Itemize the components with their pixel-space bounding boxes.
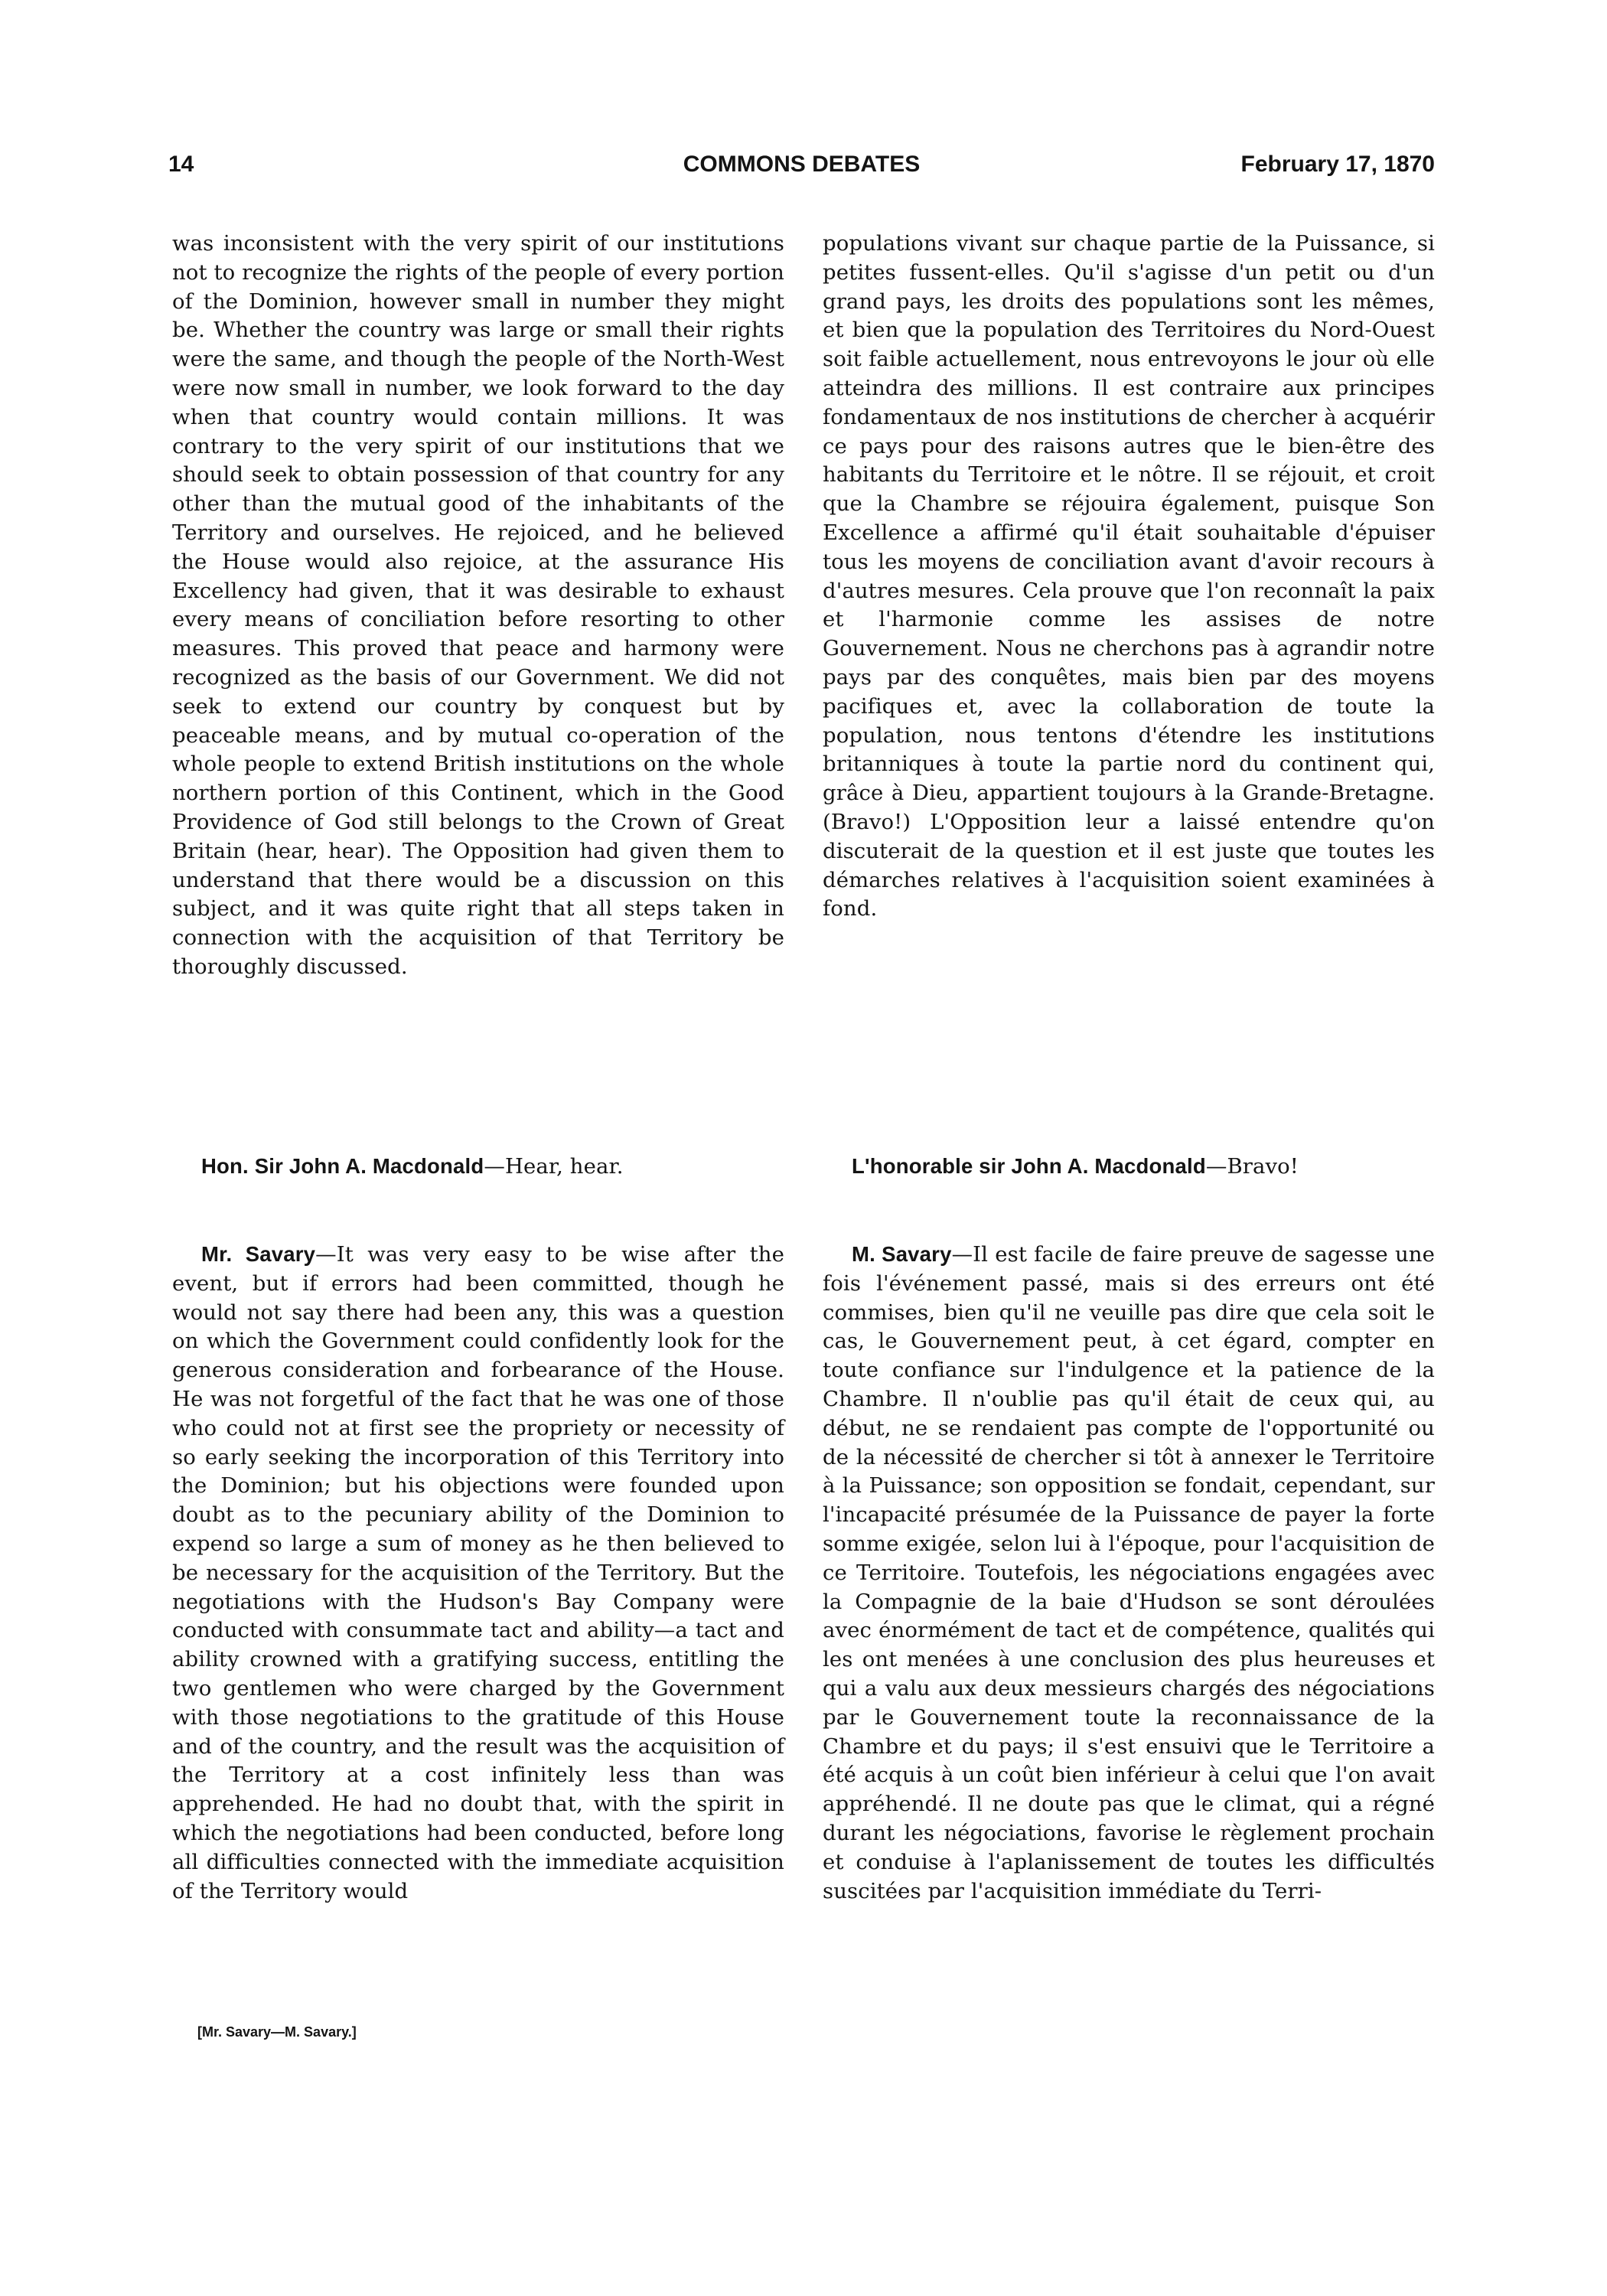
french-column-continuation [823,230,1435,924]
english-macdonald-text: —Hear, hear. [484,1154,624,1179]
speaker-footnote: [Mr. Savary—M. Savary.] [197,2024,357,2040]
english-savary-text: —It was very easy to be wise after the event, but if errors had been committed, though he would not say there had been any, this was a question on which the Government could confidently look for the generous consideration and forbearance of the House. He was not forgetful of the fact that he was one of those who could not at first see the propriety or necessity of so early seeking the incorporation of this Territory into the Dominion; but his objections were founded upon doubt as to the pecuniary ability of the Dominion to expend so large a sum of money as he then believed to be necessary for the acquisition of the Territory. But the negotiations with the Hudson's Bay Company were conducted with consummate tact and ability—a tact and ability crowned with a gratifying success, entitling the two gentlemen who were charged by the Government with those negotiations to the gratitude of this House and of the country, and the result was the acquisition of the Territory at a cost infinitely less than was apprehended. He had no doubt that, with the spirit in which the negotiations had been conducted, before long all difficulties connected with the immediate acquisition of the Territory would [172,1242,784,1903]
french-savary-speech [823,1240,1435,1906]
english-macdonald-intervention [172,1152,784,1182]
english-savary-speaker: Mr. Savary [201,1242,316,1266]
french-macdonald-text: —Bravo! [1205,1154,1299,1179]
french-savary-speaker: M. Savary [852,1242,952,1266]
header-date: February 17, 1870 [1240,152,1435,177]
english-column-continuation [172,230,784,982]
page-header [168,152,1435,182]
english-macdonald-speaker: Hon. Sir John A. Macdonald [201,1154,484,1178]
french-continuation-paragraph: populations vivant sur chaque partie de la Puissance, si petites fussent-elles. Qu'il s'agisse d'un petit ou d'un grand pays, les droits des populations sont les mêmes, et bien que la population des Territoires du Nord-Ouest soit faible actuellement, nous entrevoyons le jour où elle atteindra des millions. Il est contraire aux principes fondamentaux de nos institutions de chercher à acquérir ce pays pour des raisons autres que le bien-être des habitants du Territoire et le nôtre. Il se réjouit, et croit que la Chambre se réjouira également, puisque Son Excellence a affirmé qu'il était souhaitable d'épuiser tous les moyens de conciliation avant d'avoir recours à d'autres mesures. Cela prouve que l'on reconnaît la paix et l'harmonie comme les assises de notre Gouvernement. Nous ne cherchons pas à agrandir notre pays par des conquêtes, mais bien par des moyens pacifiques et, avec la collaboration de toute la population, nous tentons d'étendre les institutions britanniques à toute la partie nord du continent qui, grâce à Dieu, appartient toujours à la Grande-Bretagne. (Bravo!) L'Opposition leur a laissé entendre qu'on discuterait de la question et il est juste que toutes les démarches relatives à l'acquisition soient examinées à fond. [823,231,1435,921]
french-macdonald-intervention [823,1152,1435,1182]
english-continuation-paragraph: was inconsistent with the very spirit of our institutions not to recognize the rights of the people of every portion of the Dominion, however small in number they might be. Whether the country was large or small their rights were the same, and though the people of the North-West were now small in number, we look forward to the day when that country would contain millions. It was contrary to the very spirit of our institutions that we should seek to obtain possession of that country for any other than the mutual good of the inhabitants of the Territory and ourselves. He rejoiced, and he believed the House would also rejoice, at the assurance His Excellency had given, that it was desirable to exhaust every means of conciliation before resorting to other measures. This proved that peace and harmony were recognized as the basis of our Government. We did not seek to extend our country by conquest but by peaceable means, and by mutual co-operation of the whole people to extend British institutions on the whole northern portion of this Continent, which in the Good Providence of God still belongs to the Crown of Great Britain (hear, hear). The Opposition had given them to understand that there would be a discussion on this subject, and it was quite right that all steps taken in connection with the acquisition of that Territory be thoroughly discussed. [172,231,784,979]
english-savary-speech [172,1240,784,1906]
french-macdonald-speaker: L'honorable sir John A. Macdonald [852,1154,1206,1178]
page-number: 14 [168,152,194,177]
french-savary-text: —Il est facile de faire preuve de sagesse une fois l'événement passé, mais si des erreurs ont été commises, bien qu'il ne veuille pas dire que cela soit le cas, le Gouvernement peut, à cet égard, compter en toute confiance sur l'indulgence et la patience de la Chambre. Il n'oublie pas qu'il était de ceux qui, au début, ne se rendaient pas compte de l'opportunité ou de la nécessité de chercher si tôt à annexer le Territoire à la Puissance; son opposition se fondait, cependant, sur l'incapacité présumée de la Puissance de payer la forte somme exigée, selon lui à l'époque, pour l'acquisition de ce Territoire. Toutefois, les négociations engagées avec la Compagnie de la baie d'Hudson se sont déroulées avec énormément de tact et de compétence, qualités qui les ont menées à une conclusion des plus heureuses et qui a valu aux deux messieurs chargés des négociations par le Gouvernement toute la reconnaissance de la Chambre et du pays; il s'est ensuivi que le Territoire a été acquis à un coût bien inférieur à celui que l'on avait appréhendé. Il ne doute pas que le climat, qui a régné durant les négociations, favorise le règlement prochain et conduise à l'aplanissement de toutes les difficultés suscitées par l'acquisition immédiate du Terri- [823,1242,1435,1903]
running-title: COMMONS DEBATES [683,152,921,177]
